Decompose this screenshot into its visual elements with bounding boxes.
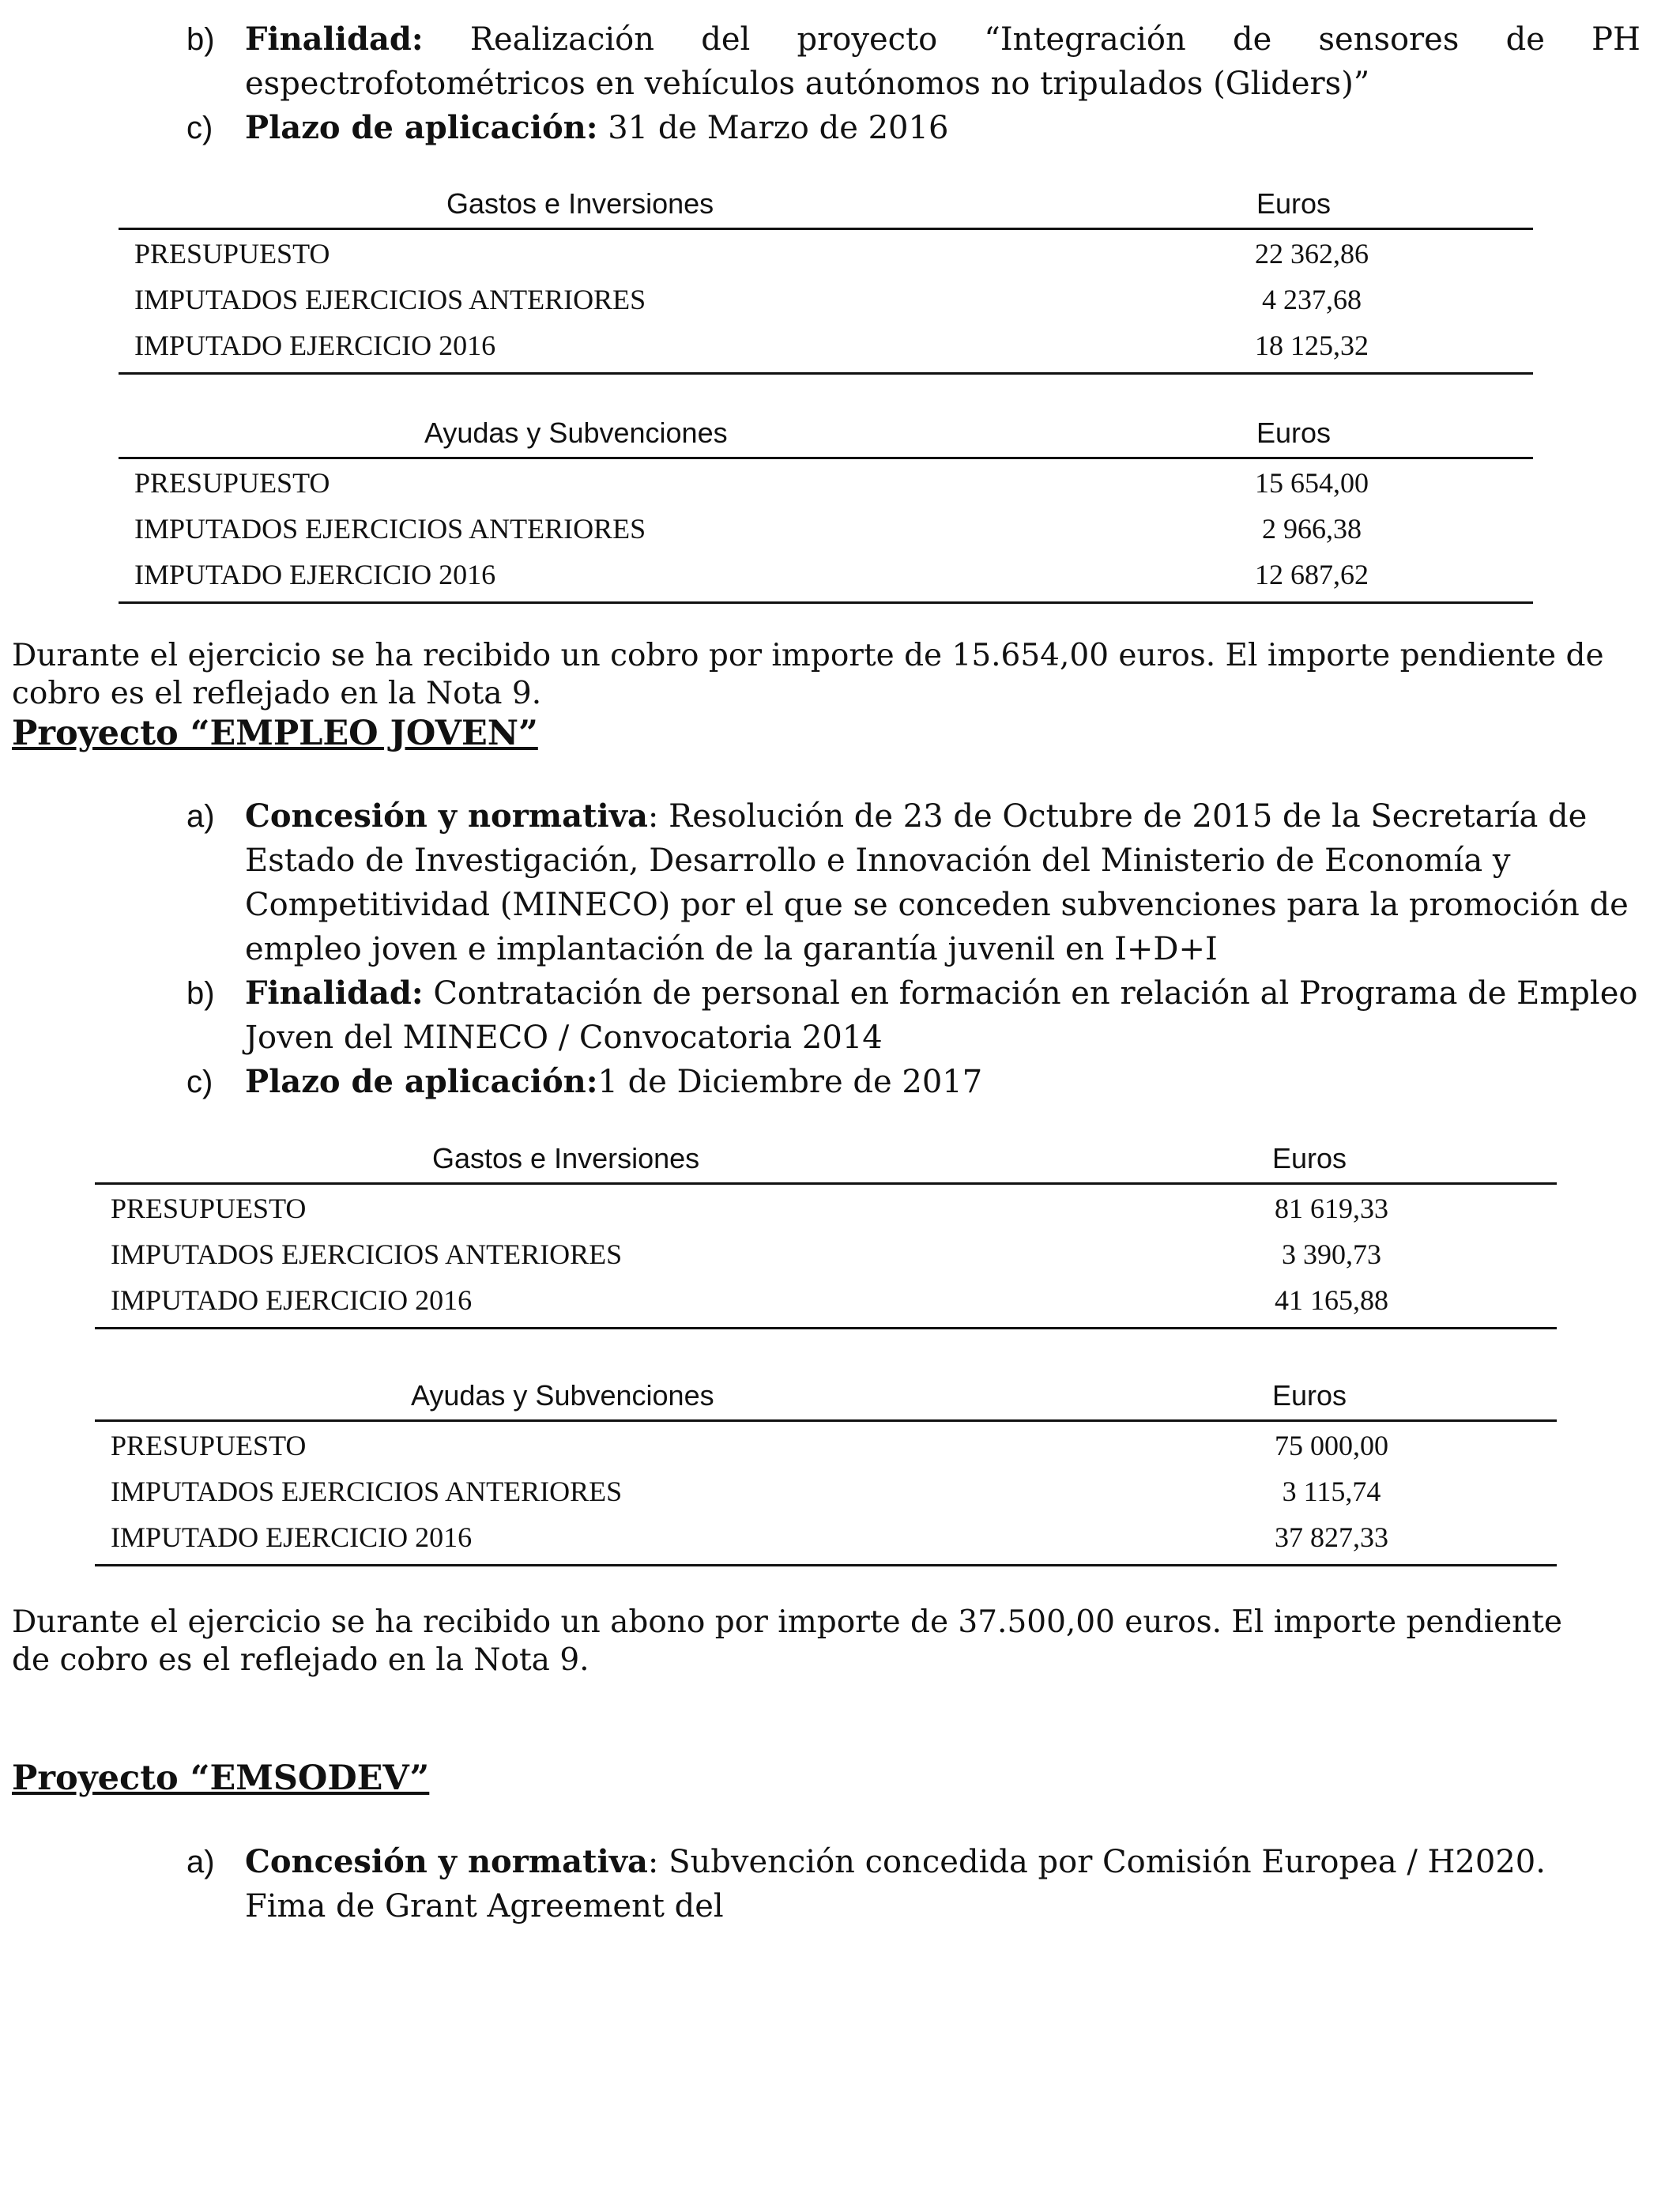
row-value: 12 687,62 [1255,559,1369,590]
list-marker-b: b) [186,976,215,1011]
word: de [1505,21,1545,58]
word: proyecto [797,21,938,58]
concesion-line-2: Estado de Investigación, Desarrollo e Innovación del Ministerio de Economía y [245,843,1511,879]
note-line-1: Durante el ejercicio se ha recibido un cobro por importe de 15.654,00 euros. El importe pendiente de [12,638,1604,673]
plazo-line [245,1060,982,1104]
row-label: IMPUTADO EJERCICIO 2016 [134,330,496,361]
concesion-line-2: Fima de Grant Agreement del [245,1888,724,1924]
header-concept: Gastos e Inversiones [446,187,714,220]
table-row [95,1186,1557,1232]
note-line-1: Durante el ejercicio se ha recibido un abono por importe de 37.500,00 euros. El importe pendiente [12,1604,1563,1640]
row-label: PRESUPUESTO [134,238,330,270]
concesion-text: : Resolución de 23 de Octubre de 2015 de la Secretaría de [647,798,1588,835]
header-concept: Gastos e Inversiones [432,1142,700,1174]
word: de [1232,21,1272,58]
section-heading-emsodev: Proyecto “EMSODEV” [12,1759,430,1798]
row-label: PRESUPUESTO [111,1430,307,1461]
concesion-label: Concesión y normativa [245,797,648,835]
word: del [701,21,751,58]
table-body [95,1422,1557,1566]
row-label: IMPUTADOS EJERCICIOS ANTERIORES [111,1476,623,1507]
row-value: 37 827,33 [1275,1521,1388,1553]
table-row [119,232,1533,277]
plazo-label: Plazo de aplicación: [245,1063,598,1100]
finalidad-line-1 [245,17,1640,62]
header-concept: Ayudas y Subvenciones [424,417,728,449]
row-label: PRESUPUESTO [134,467,330,499]
row-label: IMPUTADO EJERCICIO 2016 [134,559,496,590]
row-label: IMPUTADOS EJERCICIOS ANTERIORES [134,284,646,315]
row-label: IMPUTADO EJERCICIO 2016 [111,1284,473,1316]
gastos-table-2 [95,1135,1557,1329]
row-value: 3 115,74 [1282,1476,1381,1507]
header-euros: Euros [1272,1142,1347,1174]
header-concept: Ayudas y Subvenciones [411,1379,714,1412]
table-body [119,459,1533,604]
table-row [95,1423,1557,1469]
finalidad-line-1 [245,971,1637,1016]
header-euros: Euros [1256,187,1332,220]
row-value: 3 390,73 [1282,1238,1381,1270]
word: Realización [469,21,655,58]
table-row [95,1232,1557,1278]
plazo-text: 1 de Diciembre de 2017 [597,1064,983,1100]
word: sensores [1318,21,1460,58]
concesion-line-3: Competitividad (MINECO) por el que se conceden subvenciones para la promoción de [245,887,1629,923]
table-row [95,1469,1557,1515]
table-body [95,1185,1557,1329]
list-marker-a: a) [186,799,215,834]
list-marker-c: c) [186,111,213,145]
note-line-2: cobro es el reflejado en la Nota 9. [12,676,542,711]
table-row [119,461,1533,507]
row-value: 15 654,00 [1255,467,1369,499]
row-value: 75 000,00 [1275,1430,1388,1461]
row-value: 81 619,33 [1275,1193,1388,1224]
plazo-line [245,106,948,150]
concesion-line-4: empleo joven e implantación de la garantía juvenil en I+D+I [245,931,1218,967]
list-marker-c: c) [186,1065,213,1099]
word: PH [1591,21,1640,58]
row-value: 18 125,32 [1255,330,1369,361]
note-line-2: de cobro es el reflejado en la Nota 9. [12,1642,590,1678]
ayudas-table-1 [119,409,1533,604]
plazo-label: Plazo de aplicación: [245,109,598,146]
gastos-table-1 [119,180,1533,375]
row-value: 4 237,68 [1262,284,1362,315]
row-value: 41 165,88 [1275,1284,1388,1316]
table-header [119,180,1533,230]
finalidad-line-2: espectrofotométricos en vehículos autónomos no tripulados (Gliders)” [245,66,1370,102]
row-label: IMPUTADO EJERCICIO 2016 [111,1521,473,1553]
table-header [119,409,1533,459]
finalidad-label: Finalidad: [245,974,424,1012]
row-label: IMPUTADOS EJERCICIOS ANTERIORES [134,513,646,545]
table-row [119,552,1533,598]
table-row [119,507,1533,552]
table-header [95,1372,1557,1422]
row-label: PRESUPUESTO [111,1193,307,1224]
word: “Integración [984,21,1186,58]
concesion-line-1 [245,794,1587,839]
table-row [119,323,1533,369]
table-header [95,1135,1557,1185]
row-label: IMPUTADOS EJERCICIOS ANTERIORES [111,1238,623,1270]
list-marker-b: b) [186,22,215,57]
ayudas-table-2 [95,1372,1557,1566]
header-euros: Euros [1272,1379,1347,1412]
finalidad-text: Contratación de personal en formación en relación al Programa de Empleo [423,975,1638,1012]
table-row [119,277,1533,323]
concesion-text: : Subvención concedida por Comisión Europea / H2020. [647,1844,1546,1880]
plazo-text: 31 de Marzo de 2016 [597,110,949,146]
concesion-label: Concesión y normativa [245,1843,648,1880]
concesion-line-1 [245,1840,1546,1884]
table-body [119,230,1533,375]
row-value: 22 362,86 [1255,238,1369,270]
finalidad-line-2: Joven del MINECO / Convocatoria 2014 [245,1020,883,1056]
list-marker-a: a) [186,1845,215,1879]
header-euros: Euros [1256,417,1332,449]
row-value: 2 966,38 [1262,513,1362,545]
finalidad-label: Finalidad: [245,21,424,58]
table-row [95,1515,1557,1561]
table-row [95,1278,1557,1324]
section-heading-empleo-joven: Proyecto “EMPLEO JOVEN” [12,714,538,753]
